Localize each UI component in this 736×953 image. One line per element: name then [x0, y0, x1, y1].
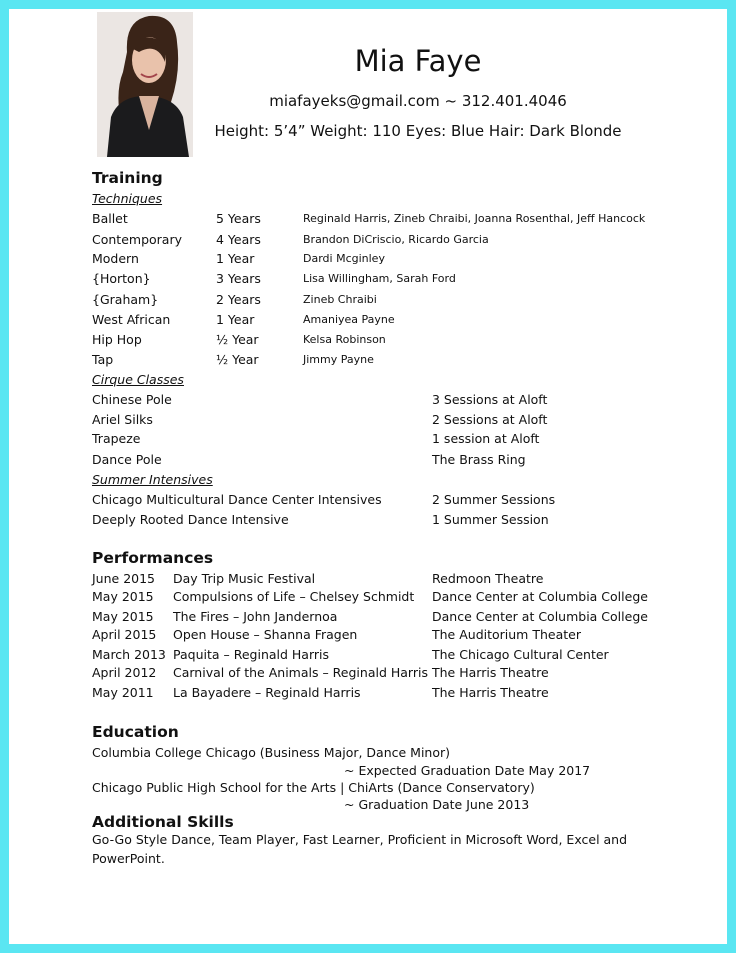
performance-venue: The Chicago Cultural Center — [432, 647, 609, 662]
performance-venue: Dance Center at Columbia College — [432, 589, 648, 604]
performance-venue: The Harris Theatre — [432, 665, 549, 680]
technique-years: 2 Years — [216, 292, 261, 307]
intensive-name: Chicago Multicultural Dance Center Intensives — [92, 492, 382, 507]
performance-title: Compulsions of Life – Chelsey Schmidt — [173, 589, 415, 604]
technique-teachers: Amaniyea Payne — [303, 313, 395, 326]
technique-teachers: Lisa Willingham, Sarah Ford — [303, 272, 456, 285]
technique-style: Ballet — [92, 211, 128, 226]
performance-venue: Dance Center at Columbia College — [432, 609, 648, 624]
cirque-class: Ariel Silks — [92, 412, 153, 427]
performance-title: Paquita – Reginald Harris — [173, 647, 330, 662]
performance-date: May 2015 — [92, 589, 154, 604]
technique-years: ½ Year — [216, 352, 259, 367]
technique-style: West African — [92, 312, 171, 327]
portrait-image — [97, 12, 193, 157]
technique-teachers: Reginald Harris, Zineb Chraibi, Joanna Rosenthal, Jeff Hancock — [303, 212, 646, 225]
performance-venue: Redmoon Theatre — [432, 571, 544, 586]
performance-title: The Fires – John Jandernoa — [173, 609, 338, 624]
skills-line: Go-Go Style Dance, Team Player, Fast Learner, Proficient in Microsoft Word, Excel and — [92, 832, 628, 847]
cirque-class: Trapeze — [92, 431, 141, 446]
performance-date: April 2015 — [92, 627, 157, 642]
intensive-detail: 1 Summer Session — [432, 512, 549, 527]
technique-years: 5 Years — [216, 211, 261, 226]
technique-teachers: Brandon DiCriscio, Ricardo Garcia — [303, 233, 489, 246]
skills-heading: Additional Skills — [92, 813, 234, 831]
applicant-name: Mia Faye — [354, 44, 482, 78]
performance-title: Open House – Shanna Fragen — [173, 627, 358, 642]
technique-style: {Horton} — [92, 271, 151, 286]
technique-years: 4 Years — [216, 232, 261, 247]
training-heading: Training — [92, 169, 163, 187]
education-college-graduation: ~ Expected Graduation Date May 2017 — [344, 763, 591, 778]
cirque-class: Chinese Pole — [92, 392, 172, 407]
performances-heading: Performances — [92, 549, 214, 567]
technique-teachers: Zineb Chraibi — [303, 293, 377, 306]
technique-years: ½ Year — [216, 332, 259, 347]
technique-teachers: Dardi Mcginley — [303, 252, 385, 265]
technique-teachers: Jimmy Payne — [303, 353, 374, 366]
performance-date: June 2015 — [92, 571, 156, 586]
cirque-detail: 3 Sessions at Aloft — [432, 392, 548, 407]
technique-style: Contemporary — [92, 232, 182, 247]
cirque-detail: The Brass Ring — [432, 452, 526, 467]
physical-stats: Height: 5’4” Weight: 110 Eyes: Blue Hair: Dark Blonde — [214, 122, 622, 140]
performance-venue: The Harris Theatre — [432, 685, 549, 700]
technique-style: Tap — [92, 352, 114, 367]
intensive-detail: 2 Summer Sessions — [432, 492, 556, 507]
technique-style: {Graham} — [92, 292, 159, 307]
contact-line: miafayeks@gmail.com ~ 312.401.4046 — [269, 92, 567, 110]
technique-years: 1 Year — [216, 251, 255, 266]
cirque-class: Dance Pole — [92, 452, 162, 467]
cirque-subheading: Cirque Classes — [92, 372, 184, 387]
technique-teachers: Kelsa Robinson — [303, 333, 386, 346]
intensive-name: Deeply Rooted Dance Intensive — [92, 512, 289, 527]
cirque-detail: 1 session at Aloft — [432, 431, 540, 446]
intensives-subheading: Summer Intensives — [92, 472, 213, 487]
performance-date: May 2011 — [92, 685, 154, 700]
headshot-photo — [97, 12, 193, 157]
performance-title: La Bayadere – Reginald Harris — [173, 685, 361, 700]
education-college: Columbia College Chicago (Business Major, Dance Minor) — [92, 745, 451, 760]
education-heading: Education — [92, 723, 179, 741]
technique-years: 3 Years — [216, 271, 261, 286]
cirque-detail: 2 Sessions at Aloft — [432, 412, 548, 427]
education-high-school-graduation: ~ Graduation Date June 2013 — [344, 797, 530, 812]
technique-style: Modern — [92, 251, 139, 266]
techniques-subheading: Techniques — [92, 191, 163, 206]
technique-years: 1 Year — [216, 312, 255, 327]
performance-venue: The Auditorium Theater — [432, 627, 581, 642]
performance-date: May 2015 — [92, 609, 154, 624]
performance-title: Carnival of the Animals – Reginald Harris — [173, 665, 428, 680]
education-high-school: Chicago Public High School for the Arts | ChiArts (Dance Conservatory) — [92, 780, 535, 795]
performance-title: Day Trip Music Festival — [173, 571, 316, 586]
skills-line: PowerPoint. — [92, 851, 165, 866]
performance-date: April 2012 — [92, 665, 157, 680]
technique-style: Hip Hop — [92, 332, 142, 347]
performance-date: March 2013 — [92, 647, 166, 662]
